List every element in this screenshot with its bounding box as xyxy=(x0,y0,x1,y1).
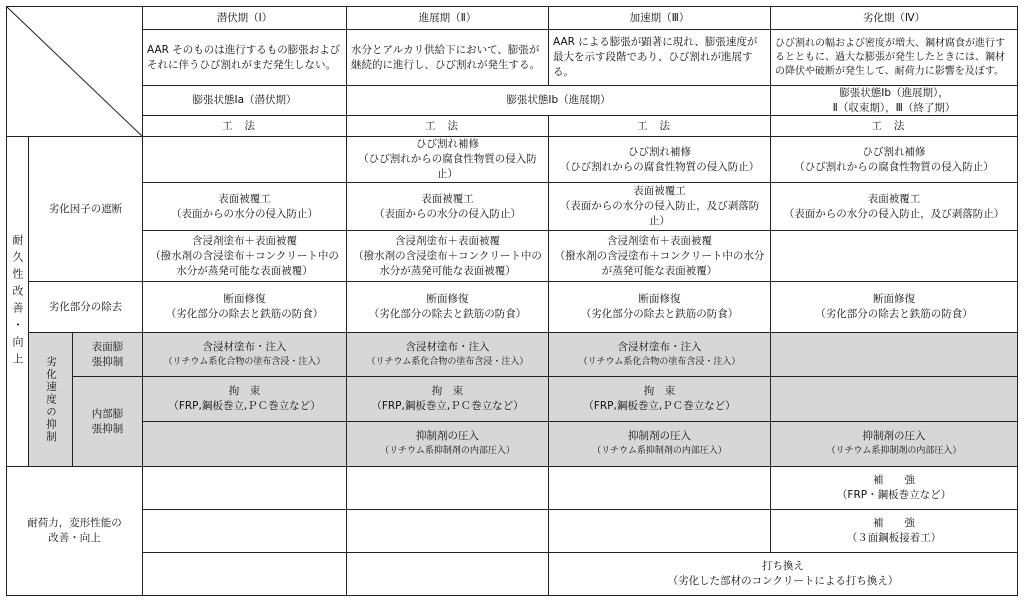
coat-title: 表面被覆工 xyxy=(867,192,921,205)
coat-title: 表面被覆工 xyxy=(633,185,686,197)
reinf2-latent-empty xyxy=(143,510,347,553)
impreg-deterior-empty xyxy=(771,333,1017,377)
imp-title: 含浸剤塗布＋表面被覆 xyxy=(607,234,712,247)
header-accel: 加速期（Ⅲ） xyxy=(549,7,771,30)
restraint-sub: （FRP,鋼板巻立,ＰＣ巻立など） xyxy=(583,400,736,412)
reinf1-deterior xyxy=(771,467,1017,510)
restraint-deterior-empty xyxy=(771,377,1017,422)
impreg-title: 含浸材塗布・注入 xyxy=(405,340,490,353)
restraint-title: 拘 束 xyxy=(228,385,261,397)
reinf-title: 補 強 xyxy=(873,517,915,529)
aar-countermeasure-table xyxy=(6,6,1018,596)
label-durability: 耐久性改善・向上 xyxy=(7,137,29,467)
section-title: 断面修復 xyxy=(873,293,915,305)
coat-deterior xyxy=(771,183,1017,231)
label-capacity-1: 耐荷力，変形性能の xyxy=(27,517,122,529)
label-surface-expansion-2: 張抑制 xyxy=(91,355,124,368)
label-internal-expansion xyxy=(73,377,143,467)
crack-title: ひび割れ補修 xyxy=(416,138,479,150)
section-progress xyxy=(347,282,549,333)
section-latent xyxy=(143,282,347,333)
method-label-2: 工法 xyxy=(347,116,549,137)
crack-sub: （ひび割れからの腐食性物質の侵入防止） xyxy=(358,153,537,180)
crack-progress xyxy=(347,137,549,183)
section-title: 断面修復 xyxy=(426,293,469,305)
section-title: 断面修復 xyxy=(223,293,266,305)
label-cutoff: 劣化因子の遮断 xyxy=(29,137,143,282)
restraint-sub: （FRP,鋼板巻立,ＰＣ巻立など） xyxy=(371,400,524,412)
restraint-progress xyxy=(347,377,549,422)
section-sub: （劣化部分の除去と鉄筋の防食） xyxy=(165,308,324,320)
inhib-sub: （リチウム系抑制剤の内部圧入） xyxy=(592,446,727,456)
crack-latent-empty xyxy=(143,137,347,183)
coat-sub-spall: （表面からの水分の侵入防止，及び剥落防止） xyxy=(559,200,760,227)
label-surface-expansion xyxy=(73,333,143,377)
recast-title: 打ち換え xyxy=(762,560,804,572)
inhib-sub: （リチウム系抑制剤の内部圧入） xyxy=(826,446,962,456)
section-accel xyxy=(549,282,771,333)
state-ib-ii-iii-line2: Ⅱ（収束期），Ⅲ（終了期） xyxy=(832,101,956,114)
method-label-4: 工法 xyxy=(771,116,1017,137)
desc-progress: 水分とアルカリ供給下において、膨張が継続的に進行し、ひび割れが発生する。 xyxy=(347,30,549,86)
imp-deterior-empty xyxy=(771,231,1017,282)
inhib-deterior xyxy=(771,422,1017,467)
inhib-title: 抑制剤の圧入 xyxy=(862,430,926,442)
restraint-sub: （FRP,鋼板巻立,ＰＣ巻立など） xyxy=(168,400,321,412)
recast-latent-empty xyxy=(143,553,347,595)
coat-sub-spall: （表面からの水分の侵入防止，及び剥落防止） xyxy=(783,207,1005,220)
desc-latent: AAR そのものは進行するもの膨張およびそれに伴うひび割れがまだ発生しない。 xyxy=(143,30,347,86)
restraint-title: 拘 束 xyxy=(431,385,464,397)
desc-accel: AAR による膨張が顕著に現れ、膨張速度が最大を示す段階であり、ひび割れが進展する。 xyxy=(549,30,771,86)
crack-sub: （ひび割れからの腐食性物質の侵入防止） xyxy=(794,160,994,173)
coat-title: 表面被覆工 xyxy=(421,192,474,205)
restraint-accel xyxy=(549,377,771,422)
imp-accel xyxy=(549,231,771,282)
impreg-sub: （リチウム系化合物の塗布含浸・注入） xyxy=(366,356,529,367)
reinf2-progress-empty xyxy=(347,510,549,553)
inhib-accel xyxy=(549,422,771,467)
reinf1-progress-empty xyxy=(347,467,549,510)
header-latent: 潜伏期（Ⅰ） xyxy=(143,7,347,30)
restraint-latent xyxy=(143,377,347,422)
crack-accel xyxy=(549,137,771,183)
reinf1-accel-empty xyxy=(549,467,771,510)
reinf2-deterior xyxy=(771,510,1017,553)
restraint-title: 拘 束 xyxy=(643,385,676,397)
desc-deterior: ひび割れの幅および密度が増大、鋼材腐食が進行するとともに、過大な膨張が発生したときには、鋼材の降伏や破断が発生して、耐荷力に影響を及ぼす。 xyxy=(771,30,1017,86)
label-internal-expansion-1: 内部膨 xyxy=(91,407,124,420)
inhib-progress xyxy=(347,422,549,467)
coat-sub: （表面からの水分の侵入防止） xyxy=(374,207,521,220)
label-surface-expansion-1: 表面膨 xyxy=(91,340,124,353)
state-ib-ii-iii xyxy=(771,86,1017,116)
state-ia: 膨張状態Ⅰa（潜伏期） xyxy=(143,86,347,116)
crack-title: ひび割れ補修 xyxy=(862,145,926,158)
state-ib: 膨張状態Ⅰb（進展期） xyxy=(347,86,771,116)
coat-accel xyxy=(549,183,771,231)
method-label-1: 工法 xyxy=(143,116,347,137)
imp-title: 含浸剤塗布＋表面被覆 xyxy=(192,234,297,247)
reinf1-latent-empty xyxy=(143,467,347,510)
coat-progress xyxy=(347,183,549,231)
reinf2-accel-empty xyxy=(549,510,771,553)
imp-sub: （撥水剤の含浸塗布＋コンクリート中の水分が蒸発可能な表面被覆） xyxy=(353,249,542,277)
recast-sub: （劣化した部材のコンクリートによる打ち換え） xyxy=(667,575,899,587)
corner-cell xyxy=(7,7,143,137)
label-internal-expansion-2: 張抑制 xyxy=(91,422,124,435)
crack-sub: （ひび割れからの腐食性物質の侵入防止） xyxy=(559,160,760,173)
crack-title: ひび割れ補修 xyxy=(628,145,691,158)
label-removal: 劣化部分の除去 xyxy=(29,282,143,333)
label-speed: 劣化速度の抑制 xyxy=(29,333,73,467)
recast-accel-deterior xyxy=(549,553,1017,595)
coat-sub: （表面からの水分の侵入防止） xyxy=(171,207,318,220)
inhib-title: 抑制剤の圧入 xyxy=(416,430,479,442)
header-deterior: 劣化期（Ⅳ） xyxy=(771,7,1017,30)
impreg-title: 含浸材塗布・注入 xyxy=(617,340,702,353)
section-sub: （劣化部分の除去と鉄筋の防食） xyxy=(368,308,527,320)
coat-latent xyxy=(143,183,347,231)
inhib-latent-empty xyxy=(143,422,347,467)
reinf-title: 補 強 xyxy=(873,474,915,486)
imp-title: 含浸剤塗布＋表面被覆 xyxy=(395,234,500,247)
impreg-sub: （リチウム系化合物の塗布含浸・注入） xyxy=(578,356,741,367)
imp-latent xyxy=(143,231,347,282)
inhib-sub: （リチウム系抑制剤の内部圧入） xyxy=(380,446,515,456)
impreg-accel xyxy=(549,333,771,377)
label-capacity xyxy=(7,467,143,595)
inhib-title: 抑制剤の圧入 xyxy=(628,430,691,442)
imp-progress xyxy=(347,231,549,282)
crack-deterior xyxy=(771,137,1017,183)
label-capacity-2: 改善・向上 xyxy=(48,532,101,544)
imp-sub: （撥水剤の含浸塗布＋コンクリート中の水分が蒸発可能な表面被覆） xyxy=(150,249,339,277)
section-sub: （劣化部分の除去と鉄筋の防食） xyxy=(580,308,739,320)
impreg-progress xyxy=(347,333,549,377)
method-label-3: 工法 xyxy=(549,116,771,137)
coat-title: 表面被覆工 xyxy=(218,192,271,205)
reinf-sub-1: （FRP・鋼板巻立など） xyxy=(836,489,952,501)
impreg-sub: （リチウム系化合物の塗布含浸・注入） xyxy=(163,356,326,367)
state-ib-ii-iii-line1: 膨張状態Ⅰb（進展期）， xyxy=(839,86,949,99)
impreg-title: 含浸材塗布・注入 xyxy=(202,340,287,353)
impreg-latent xyxy=(143,333,347,377)
section-sub: （劣化部分の除去と鉄筋の防食） xyxy=(815,308,973,320)
section-deterior xyxy=(771,282,1017,333)
header-progress: 進展期（Ⅱ） xyxy=(347,7,549,30)
imp-sub: （撥水剤の含浸塗布＋コンクリート中の水分が蒸発可能な表面被覆） xyxy=(554,249,765,277)
section-title: 断面修復 xyxy=(638,293,681,305)
reinf-sub-2: （３面鋼板接着工） xyxy=(846,532,942,544)
recast-progress-empty xyxy=(347,553,549,595)
